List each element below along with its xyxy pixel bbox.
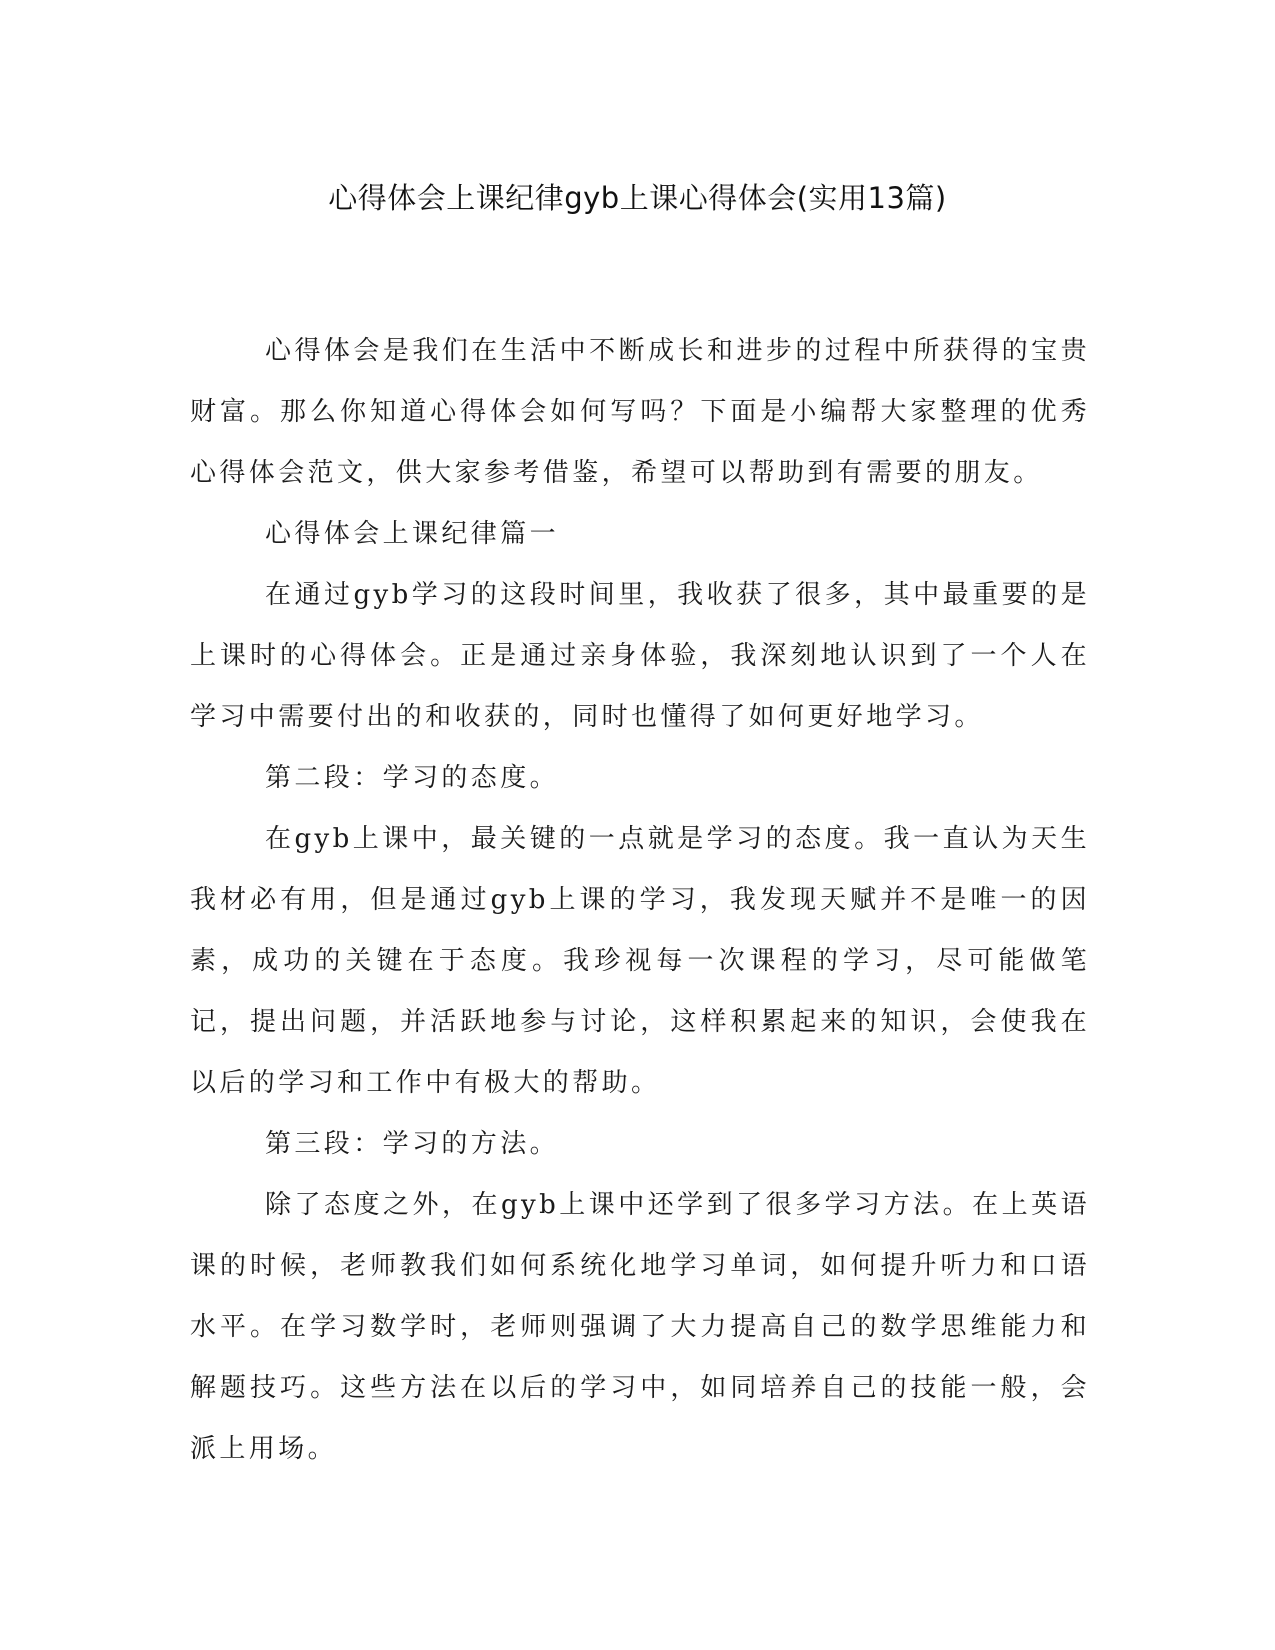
body-paragraph: 在通过gyb学习的这段时间里，我收获了很多，其中最重要的是上课时的心得体会。正是通过亲身体验，我深刻地认识到了一个人在学习中需要付出的和收获的，同时也懂得了如何更好地学习。 <box>190 580 1090 732</box>
section-heading-attitude: 第二段：学习的态度。 <box>265 763 560 793</box>
intro-paragraph: 心得体会是我们在生活中不断成长和进步的过程中所获得的宝贵财富。那么你知道心得体会如何写吗？下面是小编帮大家整理的优秀心得体会范文，供大家参考借鉴，希望可以帮助到有需要的朋友。 <box>190 336 1090 488</box>
section-heading-part-one: 心得体会上课纪律篇一 <box>265 519 560 549</box>
document-body <box>190 321 1090 1480</box>
body-paragraph: 除了态度之外，在gyb上课中还学到了很多学习方法。在上英语课的时候，老师教我们如何系统化地学习单词，如何提升听力和口语水平。在学习数学时，老师则强调了大力提高自己的数学思维能力和解题技巧。这些方法在以后的学习中，如同培养自己的技能一般，会派上用场。 <box>190 1190 1090 1464</box>
document-title: 心得体会上课纪律gyb上课心得体会(实用13篇) <box>328 181 947 215</box>
body-paragraph: 在gyb上课中，最关键的一点就是学习的态度。我一直认为天生我材必有用，但是通过gyb上课的学习，我发现天赋并不是唯一的因素，成功的关键在于态度。我珍视每一次课程的学习，尽可能做笔记，提出问题，并活跃地参与讨论，这样积累起来的知识，会使我在以后的学习和工作中有极大的帮助。 <box>190 824 1090 1098</box>
section-heading-method: 第三段：学习的方法。 <box>265 1129 560 1159</box>
